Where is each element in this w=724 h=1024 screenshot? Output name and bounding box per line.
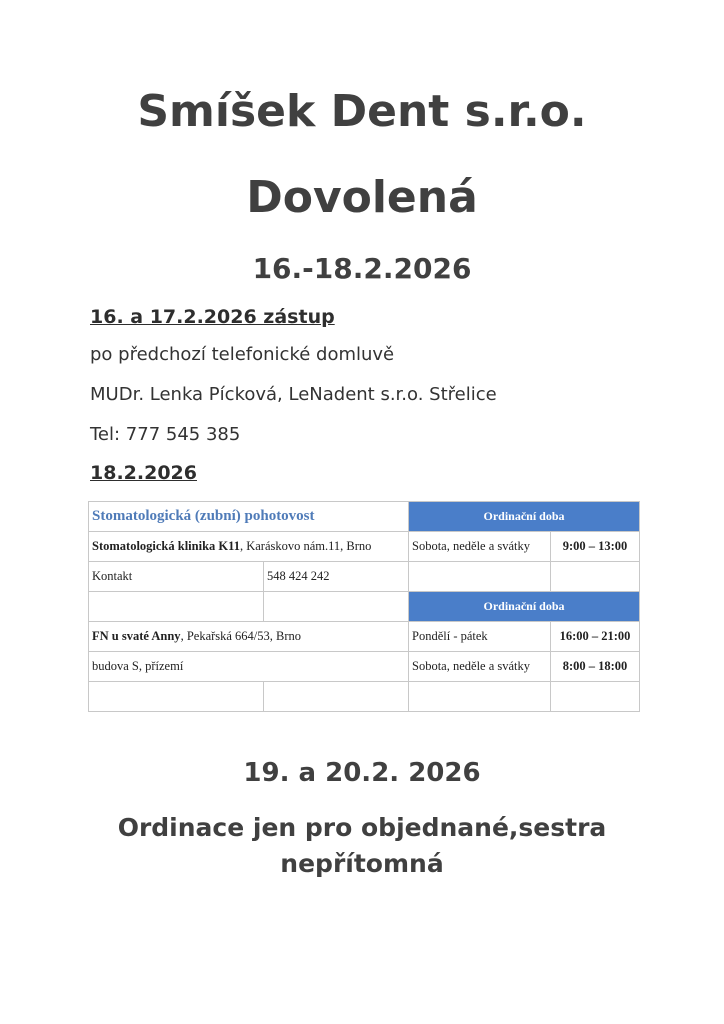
empty-cell <box>264 592 409 622</box>
table-row <box>89 622 640 652</box>
table-row <box>89 592 640 622</box>
page-title: Dovolená <box>246 172 478 223</box>
closure-note-line-1: Ordinace jen pro objednané,sestra <box>117 813 607 842</box>
clinic-2-time-weekend: 8:00 – 18:00 <box>551 652 640 682</box>
empty-cell <box>89 682 264 712</box>
clinic-2-name: FN u svaté Anny <box>92 629 181 643</box>
clinic-1-cell <box>89 532 409 562</box>
vacation-dates: 16.-18.2.2026 <box>252 252 472 285</box>
hours-header: Ordinační doba <box>409 502 640 532</box>
clinic-2-cell <box>89 622 409 652</box>
contact-label: Kontakt <box>89 562 264 592</box>
clinic-1-address: , Karáskovo nám.11, Brno <box>239 539 372 553</box>
table-row <box>89 652 640 682</box>
table-row <box>89 682 640 712</box>
emergency-table <box>88 501 640 712</box>
clinic-2-address: , Pekařská 664/53, Brno <box>180 629 302 643</box>
hours-header: Ordinační doba <box>409 592 640 622</box>
table-row <box>89 532 640 562</box>
company-name: Smíšek Dent s.r.o. <box>137 86 587 137</box>
clinic-2-days-weekday: Pondělí - pátek <box>409 622 551 652</box>
clinic-2-days-weekend: Sobota, neděle a svátky <box>409 652 551 682</box>
empty-cell <box>264 682 409 712</box>
empty-cell <box>551 562 640 592</box>
contact-value: 548 424 242 <box>264 562 409 592</box>
clinic-1-name: Stomatologická klinika K11 <box>92 539 240 553</box>
empty-cell <box>89 592 264 622</box>
substitute-phone: Tel: 777 545 385 <box>90 424 241 445</box>
closure-note-line-2: nepřítomná <box>280 849 444 878</box>
clinic-2-time-weekday: 16:00 – 21:00 <box>551 622 640 652</box>
table-row <box>89 562 640 592</box>
empty-cell <box>551 682 640 712</box>
emergency-title: Stomatologická (zubní) pohotovost <box>89 502 409 532</box>
substitute-heading: 16. a 17.2.2026 zástup <box>90 306 335 328</box>
clinic-1-time: 9:00 – 13:00 <box>551 532 640 562</box>
table-row <box>89 502 640 532</box>
closure-note <box>0 810 724 882</box>
clinic-1-days: Sobota, neděle a svátky <box>409 532 551 562</box>
day18-heading: 18.2.2026 <box>90 462 197 484</box>
empty-cell <box>409 682 551 712</box>
closure-dates: 19. a 20.2. 2026 <box>243 758 481 788</box>
empty-cell <box>409 562 551 592</box>
clinic-2-building: budova S, přízemí <box>89 652 409 682</box>
substitute-line-1: po předchozí telefonické domluvě <box>90 344 395 365</box>
substitute-line-2: MUDr. Lenka Pícková, LeNadent s.r.o. Střelice <box>90 384 497 405</box>
